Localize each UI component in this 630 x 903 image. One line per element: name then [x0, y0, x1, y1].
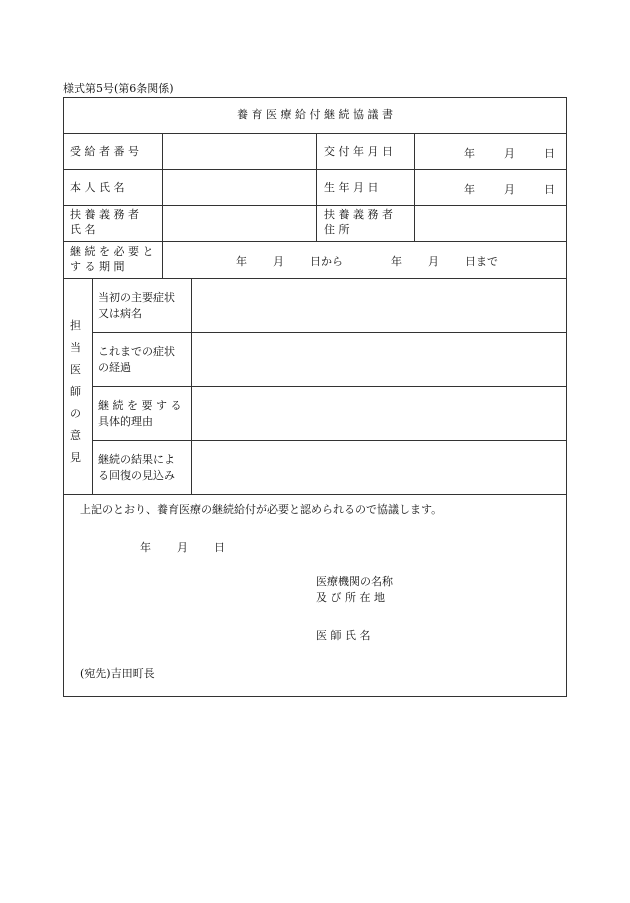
year-unit: 年	[464, 183, 475, 196]
issue-date-label: 交 付 年 月 日	[324, 145, 393, 158]
rule	[92, 332, 566, 333]
guardian-name-label-line1: 扶 養 義 務 者	[70, 208, 139, 221]
period-label-line2: す る 期 間	[70, 260, 125, 273]
institution-label-line1: 医療機関の名称	[316, 575, 393, 588]
day-unit: 日	[544, 147, 555, 160]
opinion-item-3-line2: 具体的理由	[98, 415, 153, 428]
statement-text: 上記のとおり、養育医療の継続給付が必要と認められるので協議します。	[80, 503, 443, 516]
period-from-year: 年	[236, 255, 247, 268]
guardian-name-label-text: 氏 名	[70, 223, 96, 236]
month-unit: 月	[504, 147, 515, 160]
rule	[64, 241, 566, 242]
year-unit: 年	[464, 147, 475, 160]
form-title: 養 育 医 療 給 付 継 続 協 議 書	[237, 108, 393, 121]
statement-date	[140, 539, 225, 555]
addressee: (宛先)吉田町長	[80, 667, 155, 680]
opinion-item-1-line1: 当初の主要症状	[98, 291, 175, 304]
birth-date-fields	[464, 181, 555, 197]
doctor-opinion-side-6: 見	[70, 451, 81, 464]
period-from-day: 日から	[310, 255, 343, 268]
year-unit: 年	[140, 541, 151, 554]
period-label-line1: 継 続 を 必 要 と	[70, 245, 154, 258]
rule	[64, 278, 566, 279]
rule	[414, 133, 415, 241]
month-unit: 月	[504, 183, 515, 196]
doctor-name-label: 医 師 氏 名	[316, 629, 371, 642]
rule	[64, 169, 566, 170]
opinion-item-4-line1: 継続の結果によ	[98, 453, 175, 466]
agreement-form	[63, 97, 567, 697]
period-until-day: 日まで	[465, 255, 498, 268]
opinion-item-2-line1: これまでの症状	[98, 345, 175, 358]
rule	[162, 133, 163, 278]
rule	[64, 205, 566, 206]
rule	[191, 278, 192, 494]
doctor-opinion-side-2: 医	[70, 363, 81, 376]
guardian-address-label-line1: 扶 養 義 務 者	[324, 208, 393, 221]
rule	[64, 494, 566, 495]
day-unit: 日	[544, 183, 555, 196]
period-fields	[236, 253, 498, 269]
doctor-opinion-side-1: 当	[70, 341, 81, 354]
rule	[92, 440, 566, 441]
rule	[92, 386, 566, 387]
period-until-month: 月	[428, 255, 439, 268]
form-label: 様式第5号(第6条関係)	[63, 82, 174, 95]
issue-date-fields	[464, 145, 555, 161]
doctor-opinion-side-5: 意	[70, 429, 81, 442]
birth-date-label: 生 年 月 日	[324, 181, 379, 194]
day-unit: 日	[214, 541, 225, 554]
opinion-item-4-line2: る回復の見込み	[98, 469, 175, 482]
doctor-opinion-side-4: の	[70, 407, 81, 420]
opinion-item-1-line2: 又は病名	[98, 307, 142, 320]
rule	[92, 278, 93, 494]
rule	[316, 133, 317, 241]
recipient-number-label: 受 給 者 番 号	[70, 145, 139, 158]
institution-label-line2: 及 び 所 在 地	[316, 591, 385, 604]
doctor-opinion-side-3: 師	[70, 385, 81, 398]
period-until-year: 年	[391, 255, 402, 268]
period-from-month: 月	[273, 255, 284, 268]
doctor-opinion-side-0: 担	[70, 319, 81, 332]
guardian-address-label-line2: 住 所	[324, 223, 350, 236]
person-name-label: 本 人 氏 名	[70, 181, 125, 194]
opinion-item-3-line1: 継 続 を 要 す る	[98, 399, 182, 412]
rule	[64, 133, 566, 134]
month-unit: 月	[177, 541, 188, 554]
guardian-name-label-line2	[70, 222, 156, 238]
opinion-item-2-line2: の経過	[98, 361, 131, 374]
